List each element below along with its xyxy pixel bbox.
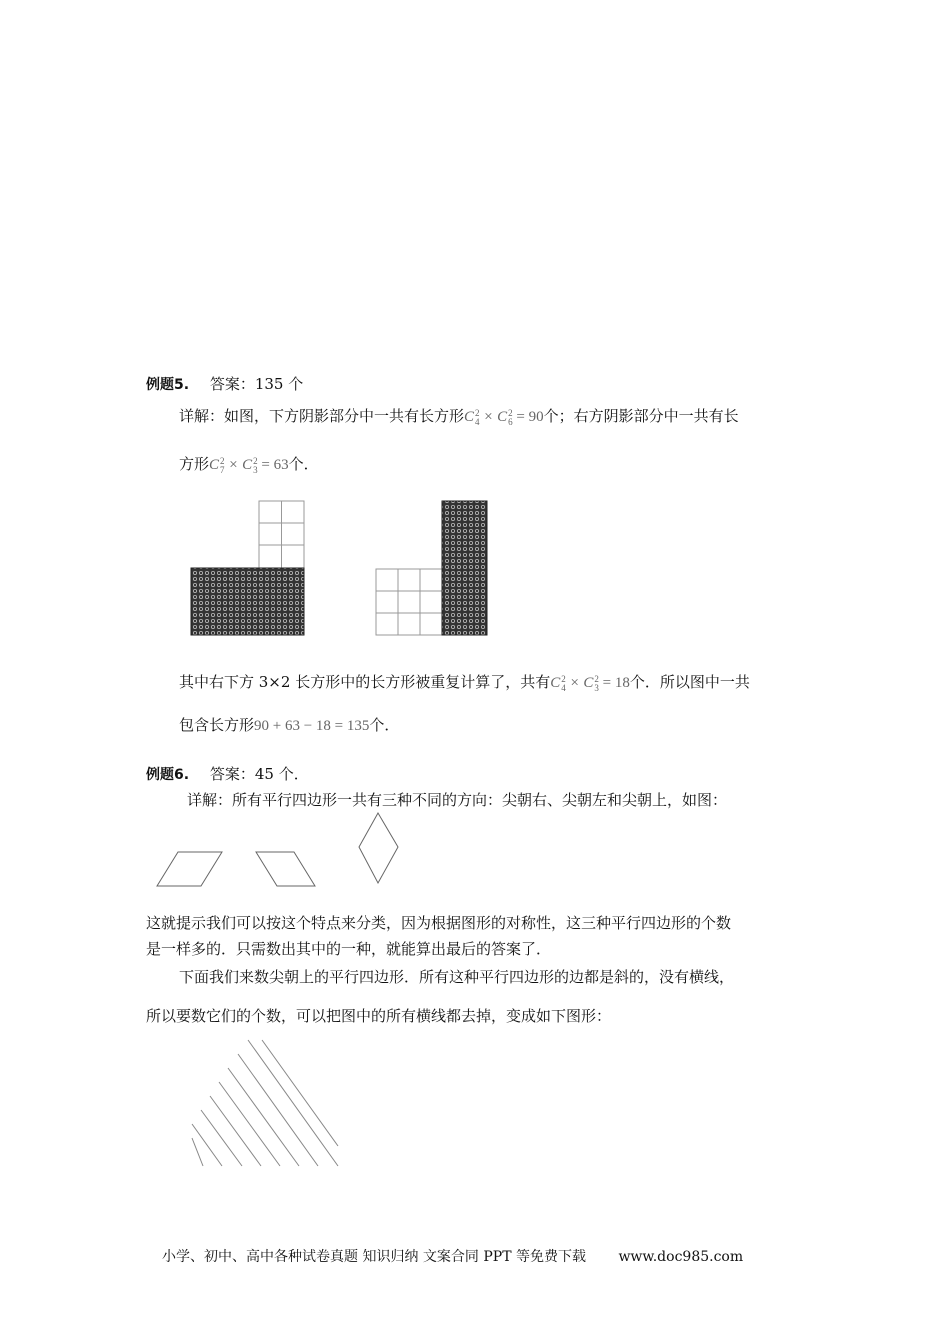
example-5-dup-a: 其中右下方 3×2 长方形中的长方形被重复计算了，共有 (179, 673, 551, 691)
example-6-para2-line1: 下面我们来数尖朝上的平行四边形．所有这种平行四边形的边都是斜的，没有横线， (179, 968, 735, 986)
example-6-heading: 例题6. (146, 767, 190, 783)
parallelogram-left (256, 852, 315, 886)
parallelogram-right (157, 852, 222, 886)
example-5-detail-b: 个；右方阴影部分中一共有长 (543, 407, 739, 425)
footer-text: 小学、初中、高中各种试卷真题 知识归纳 文案合同 PPT 等免费下载 (162, 1249, 586, 1265)
example-5-total-a: 包含长方形 (179, 716, 255, 734)
example-5-total-b: 个． (369, 716, 400, 734)
example-6-answer: 答案：45 个． (209, 765, 309, 783)
footer-url[interactable]: www.doc985.com (618, 1249, 744, 1265)
example-6-detail: 详解：所有平行四边形一共有三种不同的方向：尖朝右、尖朝左和尖朝上，如图： (187, 791, 728, 809)
formula-c4-c3: C 2 4 × C 2 3 = 18 (550, 673, 630, 693)
example-5-answer: 答案：135 个 (209, 375, 304, 393)
example-5-dup-line (179, 672, 750, 693)
formula-total: 90 + 63 − 18 = 135 (254, 718, 370, 734)
example-5-detail-a: 详解：如图，下方阴影部分中一共有长方形 (179, 407, 465, 425)
left-figure (259, 501, 304, 568)
example-5-total-line (179, 715, 399, 736)
example-6-para1-line1: 这就提示我们可以按这个特点来分类，因为根据图形的对称性，这三种平行四边形的个数 (146, 914, 732, 932)
formula-c7-c3: C 2 7 × C 2 3 = 63 (209, 455, 289, 475)
example-5-heading: 例题5. (146, 377, 190, 393)
example-5-detail-c: 方形 (179, 455, 210, 473)
right-shaded-block (442, 501, 487, 635)
diagonal-lines-figure (192, 1040, 338, 1166)
example-5-dup-b: 个．所以图中一共 (629, 673, 750, 691)
page-footer (162, 1246, 743, 1266)
example-6-para2-line2: 所以要数它们的个数，可以把图中的所有横线都去掉，变成如下图形： (146, 1007, 612, 1025)
parallelogram-figures (157, 813, 398, 886)
right-figure (376, 569, 442, 635)
example-6-para1-line2: 是一样多的．只需数出其中的一种，就能算出最后的答案了． (146, 940, 552, 958)
formula-c4-c6: C 2 4 × C 2 6 = 90 (464, 407, 544, 427)
left-shaded-block (191, 568, 304, 635)
example-6-heading-line (146, 764, 309, 785)
rhombus-up (359, 813, 398, 883)
example-5-detail-d: 个． (288, 455, 319, 473)
